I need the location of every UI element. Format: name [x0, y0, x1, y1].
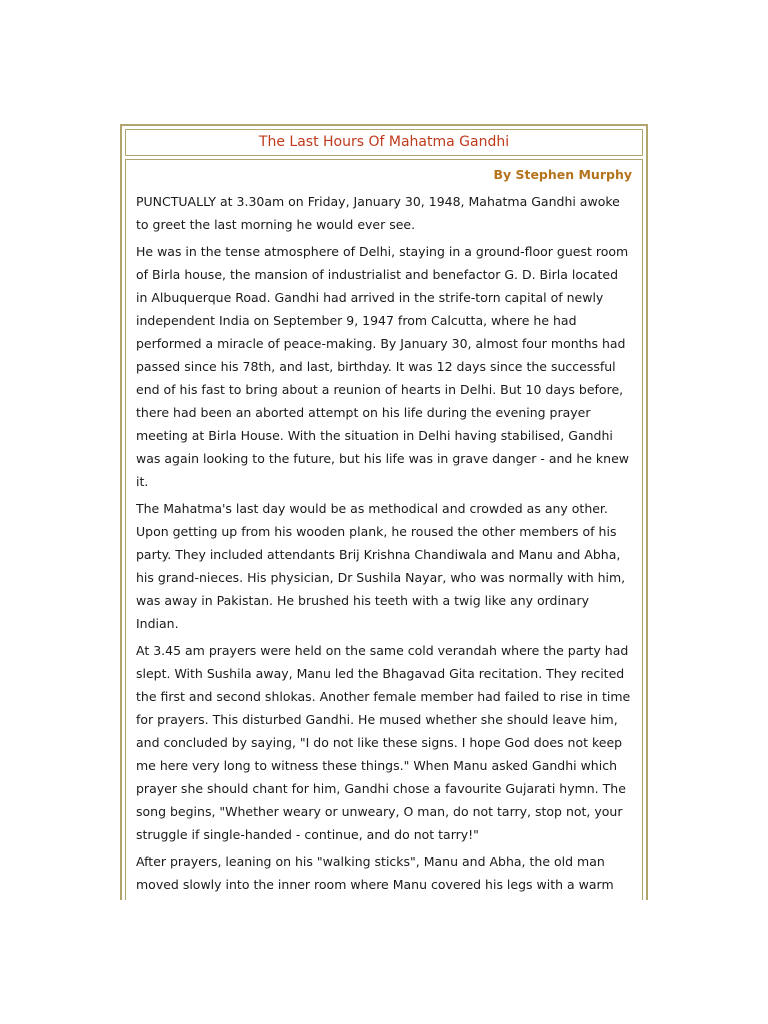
article-paragraph: At 3.45 am prayers were held on the same cold verandah where the party had slept. With Sushila away, Manu led the Bhagavad Gita recitation. They recited the first and second shlokas. Another female member had failed to rise in time for prayers. This disturbed Gandhi. He mused whether she should leave him, and concluded by saying, "I do not like these signs. I hope God does not keep me here very long to witness these things." When Manu asked Gandhi which prayer she should chant for him, Gandhi chose a favourite Gujarati hymn. The song begins, "Whether weary or unweary, O man, do not tarry, stop not, your struggle if single-handed - continue, and do not tarry!" — [136, 643, 631, 842]
article-frame — [120, 124, 648, 900]
article-paragraph: After prayers, leaning on his "walking sticks", Manu and Abha, the old man moved slowly into the inner room where Manu covered his legs with a warm — [136, 854, 614, 892]
article-title-box — [125, 129, 643, 156]
article-paragraph: The Mahatma's last day would be as methodical and crowded as any other. Upon getting up from his wooden plank, he roused the other members of his party. They included attendants Brij Krishna Chandiwala and Manu and Abha, his grand-nieces. His physician, Dr Sushila Nayar, who was normally with him, was away in Pakistan. He brushed his teeth with a twig like any ordinary Indian. — [136, 501, 626, 631]
article-paragraph: He was in the tense atmosphere of Delhi, staying in a ground-floor guest room of Birla house, the mansion of industrialist and benefactor G. D. Birla located in Albuquerque Road. Gandhi had arrived in the strife-torn capital of newly independent India on September 9, 1947 from Calcutta, where he had performed a miracle of peace-making. By January 30, almost four months had passed since his 78th, and last, birthday. It was 12 days since the successful end of his fast to bring about a reunion of hearts in Delhi. But 10 days before, there had been an aborted attempt on his life during the evening prayer meeting at Birla House. With the situation in Delhi having stabilised, Gandhi was again looking to the future, but his life was in grave danger - and he knew it. — [136, 244, 630, 489]
article-title: The Last Hours Of Mahatma Gandhi — [258, 134, 510, 150]
article-content — [125, 159, 643, 900]
article-byline: By Stephen Murphy — [493, 167, 632, 182]
article-paragraph: PUNCTUALLY at 3.30am on Friday, January 30, 1948, Mahatma Gandhi awoke to greet the last morning he would ever see. — [136, 194, 620, 232]
